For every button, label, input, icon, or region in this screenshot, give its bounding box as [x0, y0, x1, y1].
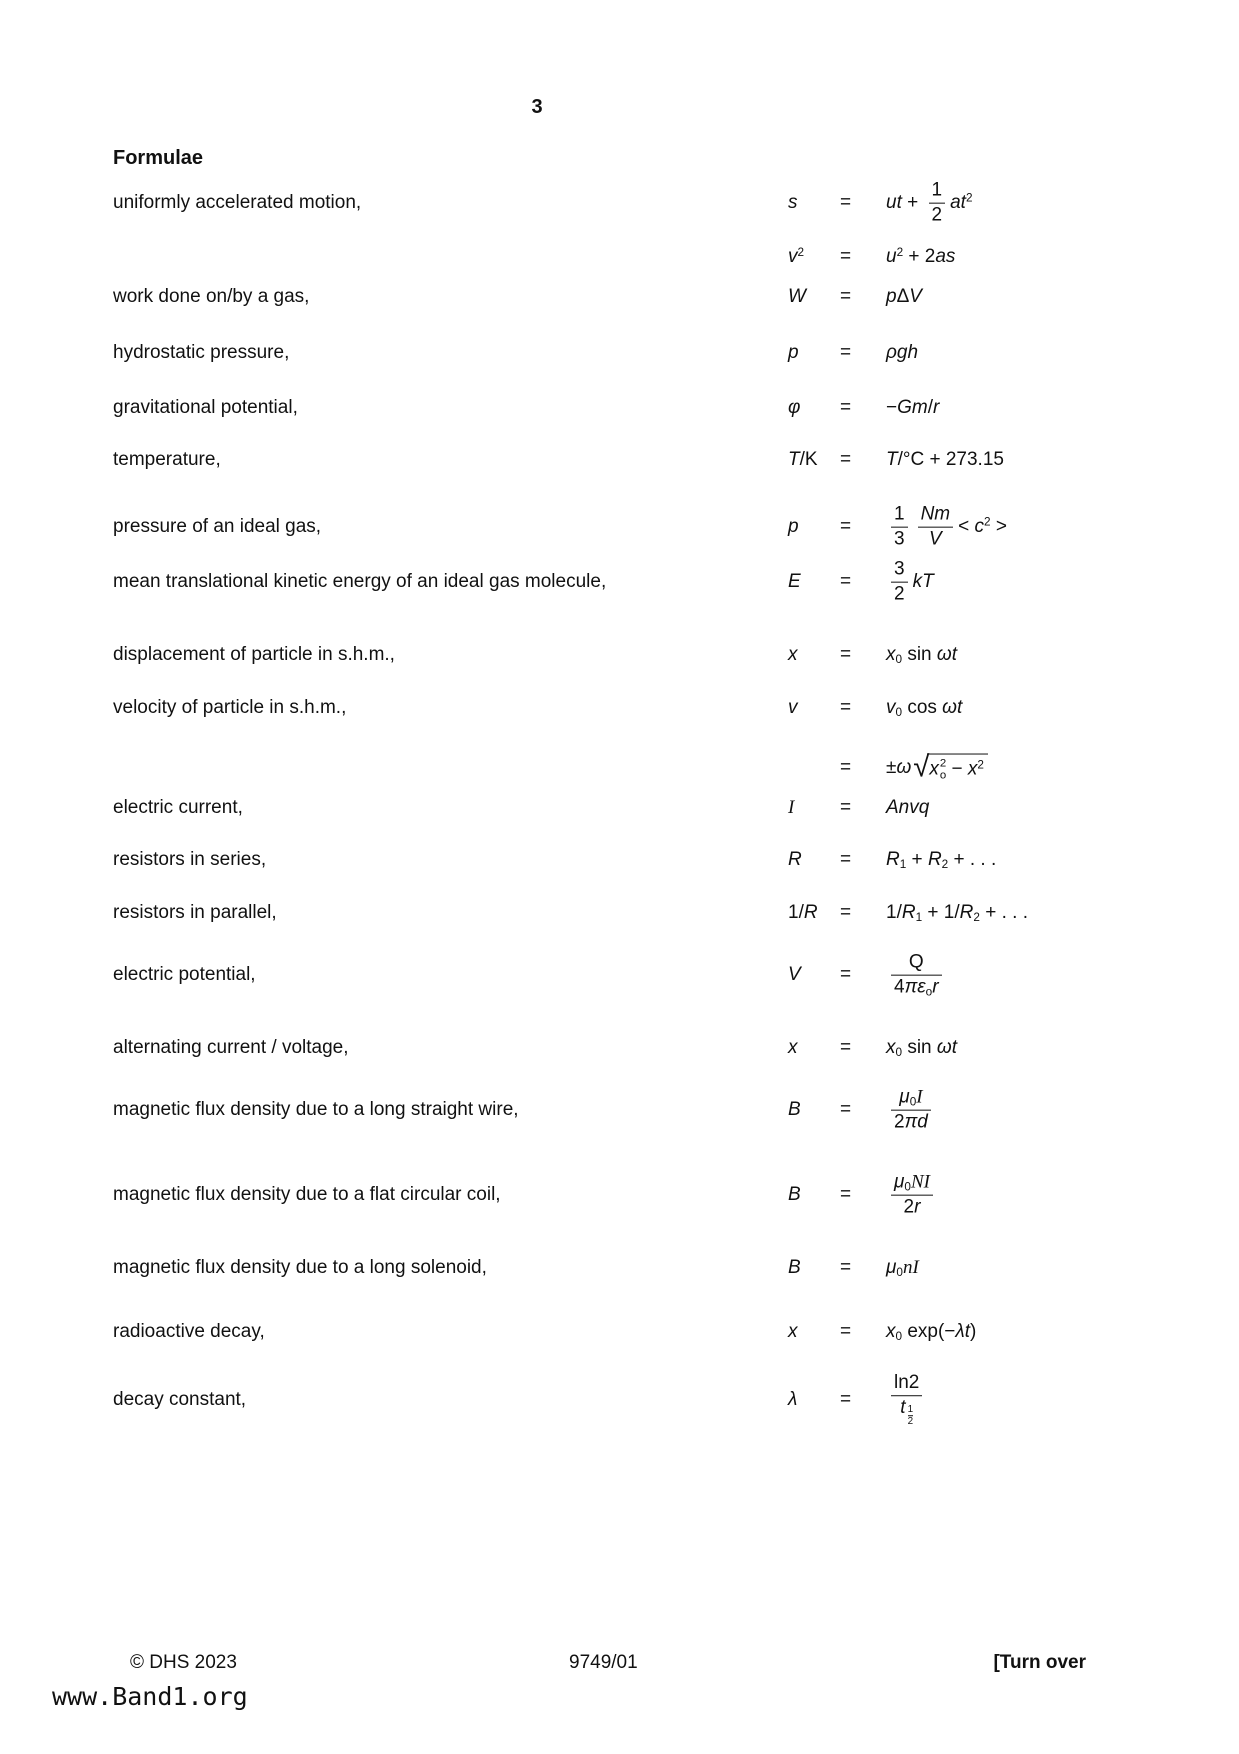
formula-expression: $\mu_0nI$ [886, 1257, 919, 1280]
formula-expression: $u^2 + 2as$ [886, 245, 956, 268]
formula-label: temperature, [113, 449, 221, 471]
formula-label: electric potential, [113, 964, 256, 986]
equals-sign: = [840, 516, 852, 538]
formula-label: resistors in parallel, [113, 902, 277, 924]
footer-copyright: © DHS 2023 [130, 1652, 237, 1673]
formula-label: magnetic flux density due to a flat circular coil, [113, 1184, 501, 1206]
equals-sign: = [840, 644, 852, 666]
formula-symbol: W [788, 286, 806, 308]
formula-symbol: E [788, 571, 801, 593]
equals-sign: = [840, 797, 852, 819]
fraction: $\frac{\mu_0I}{2\pi d}$ [891, 1087, 931, 1134]
equals-sign: = [840, 286, 852, 308]
formula-expression [886, 952, 947, 999]
footer-turn-over: [Turn over [993, 1652, 1086, 1673]
equals-sign: = [840, 342, 852, 364]
formula-expression: ρgh [886, 342, 919, 364]
formula-symbol: V [788, 964, 801, 986]
formula-label: mean translational kinetic energy of an ideal gas molecule, [113, 571, 607, 593]
formula-expression: $\frac{3}{2}$ kT [886, 559, 934, 606]
formula-label: magnetic flux density due to a long straight wire, [113, 1099, 519, 1121]
formula-symbol: λ [788, 1389, 798, 1411]
equals-sign: = [840, 757, 852, 779]
equals-sign: = [840, 902, 852, 924]
formula-expression: $x_0$ exp(−λt) [886, 1321, 977, 1344]
equals-sign: = [840, 397, 852, 419]
equals-sign: = [840, 246, 852, 268]
formula-label: magnetic flux density due to a long solenoid, [113, 1257, 487, 1279]
equals-sign: = [840, 964, 852, 986]
formula-expression: $v_0$ cos ωt [886, 697, 963, 720]
formula-expression: $R_1 + R_2$ + . . . [886, 849, 997, 872]
equals-sign: = [840, 1257, 852, 1279]
formula-label: electric current, [113, 797, 243, 819]
equals-sign: = [840, 1099, 852, 1121]
formula-symbol: B [788, 1257, 801, 1279]
formula-symbol: s [788, 192, 798, 214]
equals-sign: = [840, 449, 852, 471]
formula-expression: $x_0$ sin ωt [886, 644, 957, 667]
fraction: $\frac{1}{3}$ [891, 504, 908, 551]
equals-sign: = [840, 849, 852, 871]
formula-symbol: x [788, 1321, 798, 1343]
formula-label: decay constant, [113, 1389, 247, 1411]
formula-expression: $1/R_1 + 1/R_2$ + . . . [886, 902, 1028, 925]
formula-label: uniformly accelerated motion, [113, 192, 362, 214]
formula-label: gravitational potential, [113, 397, 298, 419]
fraction: $\frac{Nm}{V}$ [918, 504, 954, 551]
formula-expression: Anvq [886, 797, 930, 819]
page-number: 3 [531, 96, 543, 118]
tiny-fraction-subscript: $\frac{1}{2}$ [907, 1404, 914, 1428]
footer-paper-code: 9749/01 [569, 1652, 638, 1673]
formula-expression [886, 1172, 938, 1219]
equals-sign: = [840, 1389, 852, 1411]
fraction: $\frac{1}{2}$ [929, 180, 946, 227]
formula-label: work done on/by a gas, [113, 286, 310, 308]
formula-symbol: v [788, 697, 798, 719]
formula-expression: $x_0$ sin ωt [886, 1037, 957, 1060]
equals-sign: = [840, 697, 852, 719]
stacked-sup-sub: 2 o [939, 757, 947, 782]
formula-symbol: B [788, 1099, 801, 1121]
equals-sign: = [840, 571, 852, 593]
formula-label: alternating current / voltage, [113, 1037, 349, 1059]
formula-symbol: $v^2$ [788, 245, 805, 268]
formula-symbol: x [788, 1037, 798, 1059]
watermark-url: www.Band1.org [52, 1682, 248, 1711]
formula-label: pressure of an ideal gas, [113, 516, 322, 538]
formula-symbol: p [788, 516, 799, 538]
fraction: $\frac{Q}{4\pi\varepsilon_or}$ [891, 952, 942, 999]
equals-sign: = [840, 192, 852, 214]
fraction: $\frac{\mu_0NI}{2r}$ [891, 1172, 933, 1219]
formula-symbol: 1/R [788, 902, 818, 924]
formula-label: hydrostatic pressure, [113, 342, 290, 364]
equals-sign: = [840, 1037, 852, 1059]
formula-symbol: I [788, 797, 795, 819]
formula-symbol: x [788, 644, 798, 666]
fraction: ln2 t $\frac{1}{2}$ [891, 1372, 922, 1428]
formula-label: radioactive decay, [113, 1321, 265, 1343]
formula-label: resistors in series, [113, 849, 267, 871]
formula-expression: T/°C + 273.15 [886, 449, 1004, 471]
formula-symbol: B [788, 1184, 801, 1206]
formula-expression: ut + $\frac{1}{2}$ $at^2$ [886, 179, 973, 226]
formula-expression [886, 1372, 927, 1428]
formula-symbol: p [788, 342, 799, 364]
formula-symbol: φ [788, 397, 801, 419]
square-root: √ x 2 o − $x^2$ [913, 754, 988, 783]
formula-expression: −Gm/r [886, 397, 940, 419]
formula-symbol: T/K [788, 449, 818, 471]
fraction: $\frac{3}{2}$ [891, 559, 908, 606]
formula-expression: ±ω √ x 2 o − $x^2$ [886, 754, 988, 783]
formula-expression: pΔV [886, 286, 922, 308]
formula-symbol: R [788, 849, 802, 871]
equals-sign: = [840, 1184, 852, 1206]
formula-expression: $\frac{1}{3}$ $\frac{Nm}{V}$ < $c^2$ > [886, 504, 1007, 551]
equals-sign: = [840, 1321, 852, 1343]
page-title: Formulae [113, 147, 204, 169]
formula-label: velocity of particle in s.h.m., [113, 697, 347, 719]
formula-label: displacement of particle in s.h.m., [113, 644, 395, 666]
formula-expression [886, 1087, 936, 1134]
